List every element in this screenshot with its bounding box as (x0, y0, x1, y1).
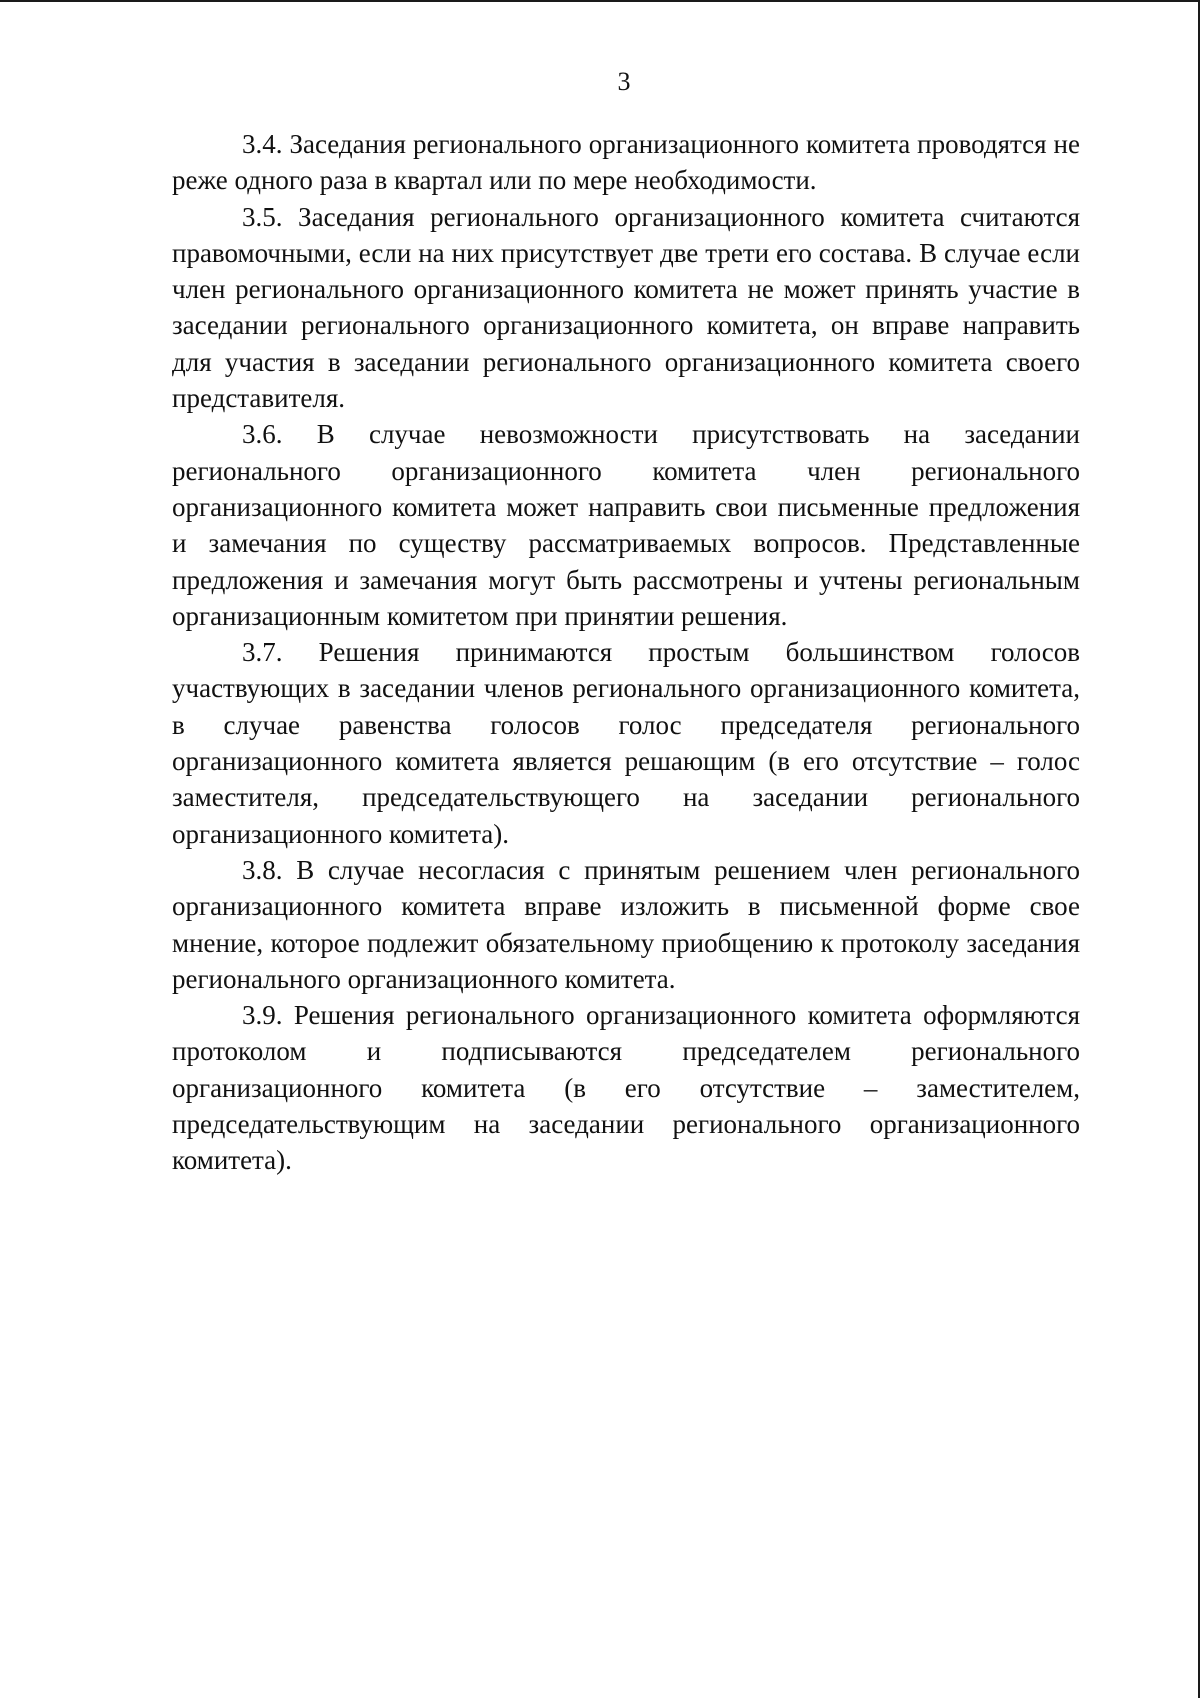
paragraph-3-9: 3.9. Решения регионального организационного комитета оформляются протоколом и подписываются председателем регионального организационного комитета (в его отсутствие – заместителем, председательствующим на заседании регионального организационного комитета). (172, 1000, 1080, 1176)
paragraph-3-6: 3.6. В случае невозможности присутствовать на заседании регионального организационного комитета член регионального организационного комитета может направить свои письменные предложения и замечания по существу рассматриваемых вопросов. Представленные предложения и замечания могут быть рассмотрены и учтены региональным организационным комитетом при принятии решения. (172, 419, 1080, 631)
document-body (172, 126, 1080, 1179)
page-number: 3 (617, 67, 631, 96)
paragraph-3-4: 3.4. Заседания регионального организационного комитета проводятся не реже одного раза в квартал или по мере необходимости. (172, 129, 1080, 196)
scan-edge-top (0, 0, 1200, 2)
paragraph-3-8: 3.8. В случае несогласия с принятым решением член регионального организационного комитета вправе изложить в письменной форме свое мнение, которое подлежит обязательному приобщению к протоколу заседания регионального организационного комитета. (172, 854, 1080, 994)
paragraph-3-5: 3.5. Заседания регионального организационного комитета считаются правомочными, если на них присутствует две трети его состава. В случае если член регионального организационного комитета не может принять участие в заседании регионального организационного комитета, он вправе направить для участия в заседании регионального организационного комитета своего представителя. (172, 201, 1080, 414)
paragraph-3-7: 3.7. Решения принимаются простым большинством голосов участвующих в заседании членов регионального организационного комитета, в случае равенства голосов голос председателя регионального организационного комитета является решающим (в его отсутствие – голос заместителя, председательствующего на заседании регионального организационного комитета). (172, 637, 1080, 849)
